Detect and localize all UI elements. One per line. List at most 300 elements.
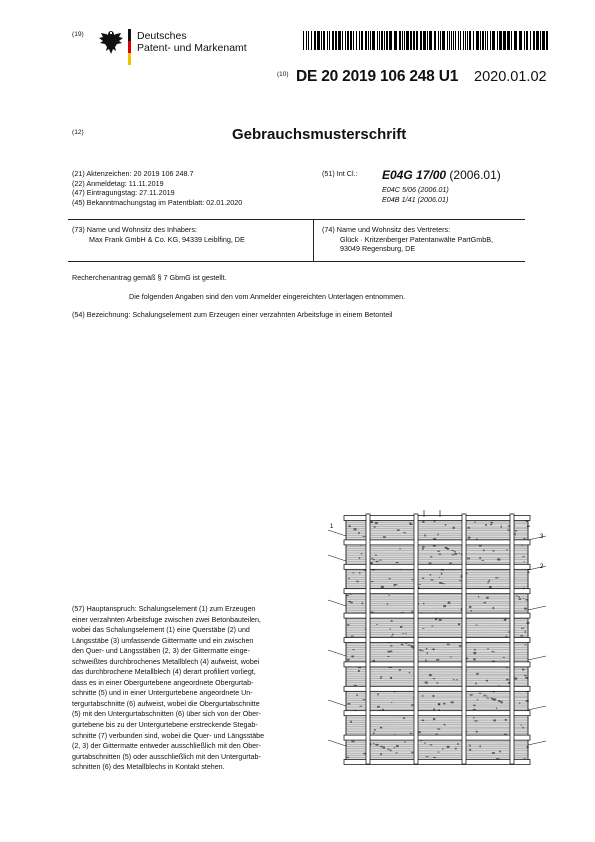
perforation	[507, 530, 510, 531]
barcode-bar	[365, 31, 367, 50]
perforation	[360, 706, 363, 707]
perforation	[430, 556, 432, 557]
perforation	[499, 751, 501, 753]
perforation	[373, 743, 374, 744]
perforation	[437, 551, 440, 552]
perforation	[387, 656, 389, 657]
perforation	[505, 719, 507, 721]
perforation	[471, 610, 472, 611]
perforation	[430, 574, 432, 575]
barcode-bar	[356, 31, 357, 50]
perforation	[358, 532, 360, 534]
perforation	[404, 741, 406, 742]
perforation	[447, 644, 450, 645]
perforation	[431, 626, 433, 627]
perforation	[492, 698, 494, 699]
perforation	[376, 561, 379, 562]
perforation	[374, 526, 376, 527]
perforation	[390, 645, 392, 646]
barcode-bar	[460, 31, 461, 50]
perforation	[376, 624, 378, 625]
leader-line-left	[328, 600, 346, 606]
perforation	[486, 696, 488, 697]
perforation	[450, 656, 451, 657]
perforation	[430, 744, 433, 745]
barcode-bar	[389, 31, 392, 50]
barcode-bar	[368, 31, 369, 50]
perforation	[470, 694, 473, 695]
barcode-bar	[540, 31, 541, 50]
perforation	[500, 701, 502, 703]
ipc-secondary	[382, 185, 449, 204]
research-note: Recherchenantrag gemäß § 7 GbmG ist gestellt.	[72, 273, 227, 282]
transverse-bar	[344, 760, 530, 765]
perforation	[451, 701, 454, 703]
barcode-bar	[413, 31, 415, 50]
perforation	[374, 729, 376, 730]
perforation	[409, 672, 410, 673]
perforation	[443, 703, 446, 705]
transverse-bar	[344, 662, 530, 667]
transverse-bar	[344, 540, 530, 545]
perforation	[422, 548, 424, 550]
barcode-bar	[526, 31, 528, 50]
perforation	[527, 525, 530, 527]
longitudinal-bar	[462, 514, 466, 764]
barcode-bar	[338, 31, 341, 50]
perforation	[522, 727, 523, 729]
perforation	[525, 631, 526, 633]
claim-line: schweißtes durchbrochenes Metallblech (4) aufweist, wobei	[72, 657, 260, 666]
reference-numeral: 3	[540, 534, 544, 540]
perforation	[484, 695, 486, 697]
perforation	[387, 603, 389, 604]
perforation	[527, 746, 529, 748]
barcode-bar	[449, 31, 450, 50]
perforation	[373, 559, 375, 560]
perforation	[399, 548, 400, 549]
claim-line: schnitten (6) des Metallblechs in Kontakt stehen.	[72, 763, 225, 772]
leader-line-right	[528, 741, 546, 745]
perforation	[380, 677, 382, 678]
perforation	[445, 524, 447, 526]
barcode-bar	[379, 31, 380, 50]
barcode-bar	[332, 31, 334, 50]
perforation	[486, 680, 488, 682]
perforation	[457, 743, 459, 745]
ipc-main-year: (2006.01)	[449, 168, 501, 182]
transverse-bar	[344, 686, 530, 691]
perforation	[476, 625, 478, 626]
perforation	[379, 560, 382, 561]
flag-stripe-gold	[128, 53, 131, 65]
perforation	[422, 546, 424, 548]
perforation	[448, 602, 451, 604]
ipc-label: (51) Int Cl.:	[322, 169, 358, 178]
perforation	[505, 636, 507, 637]
barcode-bar	[420, 31, 422, 50]
perforation	[454, 553, 457, 555]
barcode-bar	[467, 31, 468, 50]
barcode-bar	[497, 31, 498, 50]
perforation	[468, 537, 471, 539]
longitudinal-bar	[510, 514, 514, 764]
perforation	[508, 631, 510, 632]
perforation	[526, 622, 529, 624]
perforation	[422, 650, 424, 651]
perforation	[396, 745, 398, 747]
perforation	[394, 747, 396, 748]
perforation	[477, 699, 479, 700]
perforation	[469, 745, 471, 747]
perforation	[524, 675, 526, 676]
barcode-bar	[485, 31, 486, 50]
application-number: (21) Aktenzeichen: 20 2019 106 248.7	[72, 169, 194, 178]
barcode-bar	[384, 31, 385, 50]
perforation	[458, 623, 460, 625]
barcode-bar	[465, 31, 466, 50]
perforation	[446, 547, 448, 549]
barcode-bar	[530, 31, 531, 50]
perforation	[427, 652, 428, 654]
barcode-bar	[404, 31, 405, 50]
perforation	[473, 717, 474, 718]
owner-block	[72, 225, 245, 244]
perforation	[388, 651, 390, 653]
barcode-bar	[507, 31, 510, 50]
perforation	[391, 636, 392, 637]
publication-number: DE 20 2019 106 248 U1	[296, 68, 459, 85]
perforation	[493, 719, 496, 721]
perforation	[452, 550, 454, 551]
perforation	[375, 522, 378, 524]
perforation	[412, 579, 414, 580]
barcode-bar	[308, 31, 309, 50]
perforation	[514, 677, 517, 679]
perforation	[433, 649, 434, 651]
barcode-bar	[546, 31, 548, 50]
leader-line-left	[328, 700, 346, 706]
barcode-bar	[327, 31, 328, 50]
barcode-bar	[353, 31, 354, 50]
leader-line-left	[328, 650, 346, 656]
perforation	[403, 717, 405, 719]
perforation	[359, 557, 360, 559]
perforation	[373, 660, 375, 662]
barcode-bar	[429, 31, 432, 50]
perforation	[487, 698, 490, 699]
barcode-bar	[519, 31, 522, 50]
perforation	[373, 732, 374, 734]
claim-line: einer verzahnten Arbeitsfuge zwischen zwei Betonbauteilen,	[72, 615, 261, 624]
perforation	[521, 628, 524, 629]
perforation	[362, 602, 364, 604]
perforation	[459, 580, 461, 581]
reference-numeral: 2	[540, 564, 544, 570]
perforation	[352, 572, 355, 573]
barcode-bar	[533, 31, 535, 50]
perforation	[419, 649, 421, 651]
barcode	[303, 31, 551, 50]
flag-stripe-red	[128, 41, 131, 53]
barcode-bar	[482, 31, 484, 50]
barcode-bar	[402, 31, 403, 50]
perforation	[358, 670, 360, 672]
perforation	[508, 525, 510, 526]
perforation	[375, 555, 377, 556]
perforation	[478, 596, 479, 597]
perforation	[515, 530, 517, 531]
barcode-bar	[377, 31, 378, 50]
claim-line: tergurtabschnitte (6) aufweist, wobei die Obergurtabschnitte	[72, 699, 260, 708]
ipc-secondary-1: E04C 5/06 (2006.01)	[382, 185, 449, 194]
perforation	[423, 603, 424, 604]
perforation	[522, 669, 524, 671]
perforation	[347, 624, 349, 625]
perforation	[496, 708, 497, 709]
leader-line-left	[328, 555, 346, 561]
perforation	[387, 749, 389, 750]
longitudinal-bar	[366, 514, 370, 764]
barcode-bar	[386, 31, 388, 50]
perforation	[520, 635, 523, 636]
perforation	[391, 702, 392, 703]
perforation	[347, 757, 349, 758]
perforation	[449, 563, 452, 564]
perforation	[371, 558, 372, 559]
perforation	[395, 752, 397, 753]
perforation	[354, 685, 357, 686]
perforation	[410, 733, 413, 734]
perforation	[424, 743, 426, 744]
perforation	[412, 611, 413, 613]
longitudinal-bar	[414, 514, 418, 764]
perforation	[442, 583, 444, 584]
perforation	[516, 595, 518, 596]
perforation	[467, 527, 470, 528]
owner-value: Max Frank GmbH & Co. KG, 94339 Leiblfing, DE	[89, 234, 245, 244]
perforation	[473, 709, 476, 710]
perforation	[392, 634, 393, 635]
perforation	[497, 558, 500, 560]
perforation	[429, 674, 432, 676]
claim-line: schnitte (5) und in einer Untergurtebene angeordnete Un-	[72, 689, 253, 698]
perforation	[380, 746, 383, 747]
perforation	[437, 682, 439, 683]
transverse-bar	[344, 613, 530, 618]
barcode-bar	[524, 31, 525, 50]
perforation	[433, 695, 435, 697]
perforation	[411, 752, 413, 754]
perforation	[454, 551, 456, 553]
barcode-bar	[511, 31, 512, 50]
barcode-bar	[323, 31, 325, 50]
perforation	[390, 629, 391, 630]
code-12: (12)	[72, 129, 84, 136]
claim-line: dass es in einer Obergurtebene angeordnete Obergurtab-	[72, 678, 254, 687]
formwork-element-drawing	[328, 510, 546, 768]
perforation	[528, 572, 530, 573]
perforation	[521, 725, 522, 726]
perforation	[518, 596, 520, 597]
perforation	[370, 521, 373, 523]
perforation	[361, 553, 362, 554]
perforation	[442, 748, 443, 749]
perforation	[487, 648, 488, 649]
perforation	[426, 756, 429, 757]
perforation	[418, 731, 421, 733]
perforation	[439, 582, 442, 584]
column-divider	[313, 219, 314, 261]
perforation	[523, 561, 524, 562]
leader-line-right	[528, 606, 546, 610]
perforation	[490, 524, 492, 525]
perforation	[403, 532, 406, 533]
perforation	[383, 536, 386, 538]
barcode-bar	[410, 31, 412, 50]
barcode-bar	[458, 31, 459, 50]
perforation	[394, 584, 397, 585]
barcode-bar	[490, 31, 491, 50]
perforation	[422, 521, 424, 523]
code-10: (10)	[277, 71, 289, 78]
perforation	[519, 702, 520, 703]
barcode-bar	[361, 31, 363, 50]
divider	[68, 261, 525, 262]
barcode-bar	[514, 31, 517, 50]
code-19: (19)	[72, 31, 84, 38]
perforation	[396, 562, 399, 563]
office-name-line2: Patent- und Markenamt	[137, 42, 247, 54]
perforation	[525, 599, 528, 600]
perforation	[371, 581, 374, 582]
perforation	[426, 648, 428, 650]
document-type: Gebrauchsmusterschrift	[232, 126, 407, 143]
ipc-main-class: E04G 17/00	[382, 168, 447, 182]
perforation	[433, 718, 435, 720]
perforation	[473, 705, 475, 707]
perforation	[399, 669, 401, 670]
claim-line: gurtebene bis zu der Untergurtebene erstreckende Stegab-	[72, 721, 258, 730]
transverse-bar	[344, 589, 530, 594]
perforation	[519, 598, 522, 600]
perforation	[501, 526, 502, 528]
barcode-bar	[423, 31, 426, 50]
perforation	[402, 633, 404, 634]
perforation	[436, 659, 439, 661]
perforation	[433, 757, 436, 758]
perforation	[524, 758, 526, 759]
barcode-bar	[306, 31, 307, 50]
perforation	[479, 693, 481, 694]
barcode-bar	[455, 31, 456, 50]
perforation	[475, 682, 476, 684]
perforation	[456, 679, 457, 680]
flag-stripe-black	[128, 29, 131, 41]
perforation	[380, 727, 382, 729]
leader-line-right	[528, 656, 546, 660]
office-name-line1: Deutsches	[137, 30, 187, 42]
perforation	[459, 645, 462, 646]
perforation	[479, 557, 480, 559]
perforation	[431, 579, 434, 580]
perforation	[381, 586, 384, 588]
ipc-secondary-2: E04B 1/41 (2006.01)	[382, 194, 449, 204]
transverse-bar	[344, 564, 530, 569]
perforation	[484, 602, 486, 603]
perforation	[452, 554, 454, 555]
perforation	[397, 529, 400, 530]
barcode-bar	[329, 31, 330, 50]
perforation	[347, 703, 350, 704]
perforation	[524, 644, 526, 645]
perforation	[474, 522, 475, 523]
perforation	[495, 577, 498, 578]
barcode-bar	[492, 31, 495, 50]
perforation	[443, 605, 446, 607]
perforation	[377, 693, 378, 695]
perforation	[526, 700, 529, 702]
perforation	[350, 601, 351, 603]
claim-line: schnitte (7) verbunden sind, wobei die Quer- und Längsstäbe	[72, 731, 265, 740]
perforation	[522, 556, 524, 557]
perforation	[438, 554, 441, 555]
perforation	[439, 619, 442, 621]
barcode-bar	[536, 31, 539, 50]
perforation	[433, 678, 435, 679]
perforation	[351, 741, 354, 743]
publication-notice-date: (45) Bekanntmachungstag im Patentblatt: 02.01.2020	[72, 197, 243, 207]
barcode-bar	[399, 31, 401, 50]
perforation	[375, 744, 378, 746]
perforation	[389, 578, 391, 579]
perforation	[389, 595, 390, 596]
perforation	[476, 731, 478, 733]
claim-line: (5) mit den Untergurtabschnitten (6) über sich von der Ober-	[72, 710, 261, 719]
barcode-bar	[317, 31, 320, 50]
perforation	[356, 581, 358, 583]
perforation	[433, 709, 435, 711]
barcode-bar	[303, 31, 304, 50]
leader-line-left	[328, 530, 346, 536]
perforation	[425, 660, 426, 662]
barcode-bar	[440, 31, 441, 50]
perforation	[485, 524, 487, 526]
office-name	[137, 30, 247, 54]
transverse-bar	[344, 735, 530, 740]
perforation	[489, 586, 492, 588]
barcode-bar	[347, 31, 349, 50]
perforation	[487, 582, 488, 583]
perforation	[422, 628, 424, 629]
utility-model-title: (54) Bezeichnung: Schalungselement zum Erzeugen einer verzahnten Arbeitsfuge in einem Betonteil	[72, 310, 393, 319]
perforation	[506, 679, 509, 681]
perforation	[473, 658, 475, 660]
perforation	[515, 533, 516, 535]
perforation	[411, 704, 414, 705]
barcode-bar	[314, 31, 316, 50]
perforation	[424, 534, 425, 536]
perforation	[348, 578, 349, 579]
barcode-bar	[438, 31, 439, 50]
barcode-bar	[350, 31, 352, 50]
publication-date: 2020.01.02	[474, 69, 547, 85]
perforation	[359, 572, 361, 574]
perforation	[422, 695, 424, 696]
claim-line: wobei das Schalungselement (1) eine Querstäbe (2) und	[72, 626, 250, 635]
owner-label: (73) Name und Wohnsitz des Inhabers:	[72, 225, 197, 234]
perforation	[351, 636, 354, 637]
